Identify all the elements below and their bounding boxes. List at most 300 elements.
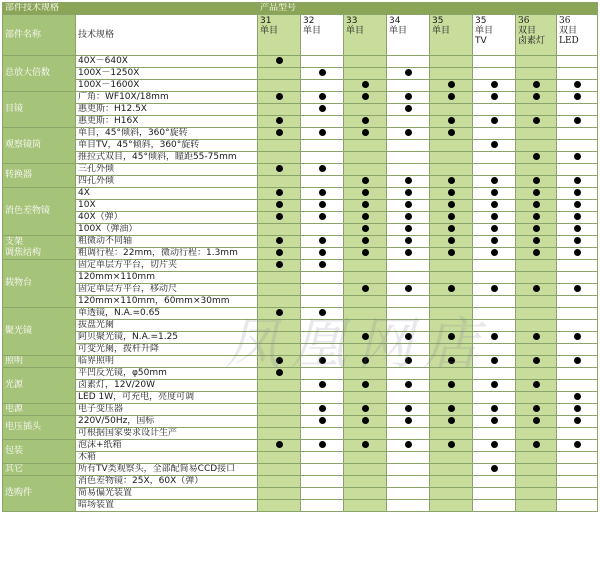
available-dot-icon [276, 369, 283, 376]
model-cell [301, 440, 344, 452]
model-cell [473, 140, 516, 152]
available-dot-icon [533, 357, 540, 364]
available-dot-icon [491, 381, 498, 388]
model-cell [430, 500, 473, 512]
model-cell [430, 464, 473, 476]
available-dot-icon [319, 189, 326, 196]
model-cell [473, 224, 516, 236]
available-dot-icon [319, 261, 326, 268]
model-cell [557, 212, 598, 224]
available-dot-icon [533, 333, 540, 340]
model-cell [387, 260, 430, 272]
model-cell [258, 296, 301, 308]
available-dot-icon [533, 117, 540, 124]
model-header-line: 33 [346, 16, 358, 26]
model-cell [473, 464, 516, 476]
model-cell [516, 68, 557, 80]
models-label: 产品型号 [258, 3, 598, 15]
model-cell [387, 488, 430, 500]
available-dot-icon [491, 177, 498, 184]
model-cell [387, 104, 430, 116]
model-header-line: 35 [432, 16, 444, 26]
table-row [3, 152, 598, 164]
model-cell [516, 140, 557, 152]
model-cell [557, 308, 598, 320]
model-cell [387, 212, 430, 224]
model-cell [344, 320, 387, 332]
model-cell [301, 176, 344, 188]
table-row [3, 248, 598, 260]
model-cell [258, 116, 301, 128]
spec-cell: 拔盘光阑 [76, 320, 258, 332]
model-cell [387, 308, 430, 320]
model-cell [301, 260, 344, 272]
available-dot-icon [533, 249, 540, 256]
model-cell [344, 56, 387, 68]
model-cell [301, 140, 344, 152]
model-cell [387, 92, 430, 104]
model-cell [387, 236, 430, 248]
model-cell [557, 236, 598, 248]
model-cell [301, 476, 344, 488]
model-cell [344, 260, 387, 272]
part-name-label: 部件名称 [3, 15, 76, 56]
model-header-line: 31 [260, 16, 272, 26]
model-cell [557, 104, 598, 116]
model-cell [258, 500, 301, 512]
available-dot-icon [574, 333, 581, 340]
table-body [3, 3, 598, 512]
spec-cell: 电子变压器 [76, 404, 258, 416]
table-row [3, 308, 598, 320]
model-cell [258, 104, 301, 116]
available-dot-icon [574, 201, 581, 208]
available-dot-icon [533, 201, 540, 208]
available-dot-icon [405, 213, 412, 220]
model-cell [430, 272, 473, 284]
available-dot-icon [405, 225, 412, 232]
available-dot-icon [405, 333, 412, 340]
model-header-line: 单目 [303, 26, 322, 36]
model-cell [301, 164, 344, 176]
model-cell [258, 404, 301, 416]
model-cell [301, 92, 344, 104]
spec-cell: 四孔外倾 [76, 176, 258, 188]
model-cell [344, 308, 387, 320]
model-cell [516, 92, 557, 104]
model-cell [387, 224, 430, 236]
model-cell [344, 476, 387, 488]
spec-cell: 暗场装置 [76, 500, 258, 512]
model-cell [516, 56, 557, 68]
model-cell [387, 356, 430, 368]
model-cell [473, 452, 516, 464]
model-cell [258, 368, 301, 380]
spec-cell: 平凹反光镜，φ50mm [76, 368, 258, 380]
available-dot-icon [276, 57, 283, 64]
spec-cell: 可变光阑，拨杆升降 [76, 344, 258, 356]
model-cell [344, 92, 387, 104]
available-dot-icon [362, 81, 369, 88]
available-dot-icon [362, 249, 369, 256]
available-dot-icon [448, 357, 455, 364]
model-cell [516, 488, 557, 500]
table-row [3, 380, 598, 392]
available-dot-icon [405, 93, 412, 100]
available-dot-icon [533, 441, 540, 448]
model-cell [473, 260, 516, 272]
model-cell [301, 308, 344, 320]
table-row [3, 260, 598, 272]
model-cell [473, 404, 516, 416]
available-dot-icon [448, 93, 455, 100]
table-row [3, 56, 598, 68]
model-cell [516, 440, 557, 452]
model-cell [473, 188, 516, 200]
model-cell [557, 428, 598, 440]
model-cell [301, 80, 344, 92]
table-row [3, 332, 598, 344]
model-cell [387, 380, 430, 392]
model-cell [430, 320, 473, 332]
model-cell [516, 428, 557, 440]
spec-cell: 10X [76, 200, 258, 212]
table-row [3, 188, 598, 200]
model-cell [473, 164, 516, 176]
model-cell [516, 476, 557, 488]
model-cell [387, 344, 430, 356]
model-cell [258, 200, 301, 212]
model-cell [430, 308, 473, 320]
available-dot-icon [533, 237, 540, 244]
table-row [3, 416, 598, 428]
available-dot-icon [533, 213, 540, 220]
model-cell [301, 320, 344, 332]
model-cell [301, 428, 344, 440]
model-cell [344, 284, 387, 296]
model-cell [516, 260, 557, 272]
model-cell [473, 368, 516, 380]
model-cell [516, 320, 557, 332]
available-dot-icon [319, 381, 326, 388]
available-dot-icon [362, 201, 369, 208]
available-dot-icon [448, 237, 455, 244]
model-cell [516, 416, 557, 428]
model-header-line: 36 [518, 16, 530, 26]
available-dot-icon [574, 237, 581, 244]
model-cell [430, 284, 473, 296]
model-cell [344, 104, 387, 116]
model-cell [387, 296, 430, 308]
spec-cell: 100X（弹油） [76, 224, 258, 236]
model-cell [516, 248, 557, 260]
model-cell [516, 188, 557, 200]
spec-cell: 阿贝聚光镜，N.A.=1.25 [76, 332, 258, 344]
model-cell [557, 320, 598, 332]
model-cell [344, 416, 387, 428]
model-cell [344, 236, 387, 248]
available-dot-icon [276, 213, 283, 220]
model-cell [473, 272, 516, 284]
available-dot-icon [448, 285, 455, 292]
model-cell [344, 428, 387, 440]
part-group-label: 转换器 [3, 164, 76, 188]
model-cell [258, 128, 301, 140]
available-dot-icon [491, 417, 498, 424]
table-row [3, 452, 598, 464]
model-cell [430, 80, 473, 92]
available-dot-icon [276, 165, 283, 172]
part-group-label: 电源 [3, 404, 76, 416]
available-dot-icon [276, 309, 283, 316]
model-cell [387, 368, 430, 380]
model-cell [430, 212, 473, 224]
model-cell [301, 224, 344, 236]
model-cell [473, 332, 516, 344]
table-row [3, 176, 598, 188]
available-dot-icon [276, 93, 283, 100]
table-row [3, 428, 598, 440]
model-header [516, 15, 557, 56]
table-row [3, 236, 598, 248]
available-dot-icon [448, 333, 455, 340]
table-row [3, 500, 598, 512]
model-cell [557, 332, 598, 344]
spec-cell: 120mm×110mm [76, 272, 258, 284]
model-cell [516, 104, 557, 116]
model-cell [557, 344, 598, 356]
model-cell [387, 416, 430, 428]
model-header-line: 双目 [518, 26, 537, 36]
table-row [3, 344, 598, 356]
model-cell [344, 380, 387, 392]
model-cell [344, 212, 387, 224]
available-dot-icon [362, 189, 369, 196]
spec-cell: 推拉式双目，45°倾斜，瞳距55-75mm [76, 152, 258, 164]
model-cell [387, 128, 430, 140]
model-cell [344, 296, 387, 308]
available-dot-icon [362, 93, 369, 100]
model-cell [557, 284, 598, 296]
model-cell [301, 356, 344, 368]
available-dot-icon [491, 249, 498, 256]
part-group-label: 总放大倍数 [3, 56, 76, 92]
available-dot-icon [362, 405, 369, 412]
model-cell [387, 164, 430, 176]
model-cell [557, 56, 598, 68]
available-dot-icon [362, 177, 369, 184]
model-cell [430, 440, 473, 452]
available-dot-icon [319, 237, 326, 244]
model-cell [301, 212, 344, 224]
model-cell [301, 368, 344, 380]
model-cell [258, 248, 301, 260]
model-cell [516, 404, 557, 416]
spec-cell: 可根据国家要求设计生产 [76, 428, 258, 440]
available-dot-icon [491, 141, 498, 148]
model-cell [258, 416, 301, 428]
available-dot-icon [276, 117, 283, 124]
available-dot-icon [405, 69, 412, 76]
model-cell [430, 140, 473, 152]
model-cell [301, 248, 344, 260]
available-dot-icon [574, 357, 581, 364]
spec-cell: 固定单层方平台，移动尺 [76, 284, 258, 296]
model-cell [473, 476, 516, 488]
spec-cell: 泡沫+纸箱 [76, 440, 258, 452]
model-cell [258, 464, 301, 476]
model-cell [301, 344, 344, 356]
part-group-label: 载物台 [3, 260, 76, 308]
model-cell [430, 224, 473, 236]
available-dot-icon [405, 357, 412, 364]
model-cell [473, 80, 516, 92]
model-header [301, 15, 344, 56]
model-cell [344, 248, 387, 260]
model-header-line: TV [475, 36, 487, 46]
available-dot-icon [574, 249, 581, 256]
available-dot-icon [448, 249, 455, 256]
available-dot-icon [574, 417, 581, 424]
spec-cell: 简易偏光装置 [76, 488, 258, 500]
available-dot-icon [276, 249, 283, 256]
model-cell [258, 356, 301, 368]
available-dot-icon [276, 261, 283, 268]
model-cell [557, 368, 598, 380]
model-cell [430, 452, 473, 464]
model-cell [301, 380, 344, 392]
model-cell [387, 440, 430, 452]
part-group-label: 其它 [3, 464, 76, 476]
spec-cell: 40X（弹） [76, 212, 258, 224]
available-dot-icon [405, 381, 412, 388]
model-cell [516, 164, 557, 176]
part-group-label: 包装 [3, 440, 76, 464]
model-cell [387, 404, 430, 416]
model-cell [430, 128, 473, 140]
spec-cell: 120mm×110mm，60mm×30mm [76, 296, 258, 308]
available-dot-icon [362, 441, 369, 448]
model-cell [516, 308, 557, 320]
available-dot-icon [574, 393, 581, 400]
model-header-line: 34 [389, 16, 401, 26]
table-row [3, 272, 598, 284]
model-cell [516, 176, 557, 188]
model-cell [344, 392, 387, 404]
model-header-line: 35 [475, 16, 487, 26]
available-dot-icon [448, 441, 455, 448]
model-cell [387, 116, 430, 128]
model-cell [430, 104, 473, 116]
model-cell [473, 488, 516, 500]
model-cell [258, 440, 301, 452]
model-cell [387, 152, 430, 164]
model-cell [387, 200, 430, 212]
model-cell [387, 500, 430, 512]
model-cell [557, 140, 598, 152]
model-cell [344, 116, 387, 128]
available-dot-icon [362, 117, 369, 124]
available-dot-icon [319, 309, 326, 316]
model-cell [430, 116, 473, 128]
model-cell [258, 344, 301, 356]
table-row [3, 116, 598, 128]
spec-cell: 惠更斯：H16X [76, 116, 258, 128]
part-group-label: 目镜 [3, 92, 76, 128]
model-cell [387, 284, 430, 296]
model-cell [516, 296, 557, 308]
available-dot-icon [276, 201, 283, 208]
available-dot-icon [533, 81, 540, 88]
model-cell [430, 380, 473, 392]
model-cell [344, 128, 387, 140]
model-cell [344, 488, 387, 500]
model-cell [258, 284, 301, 296]
model-cell [301, 500, 344, 512]
model-cell [430, 296, 473, 308]
table-row [3, 320, 598, 332]
available-dot-icon [448, 81, 455, 88]
model-cell [258, 488, 301, 500]
model-cell [387, 452, 430, 464]
available-dot-icon [319, 201, 326, 208]
available-dot-icon [491, 285, 498, 292]
model-header-line: 单目 [389, 26, 408, 36]
model-cell [344, 452, 387, 464]
available-dot-icon [319, 417, 326, 424]
available-dot-icon [574, 225, 581, 232]
model-cell [473, 296, 516, 308]
model-cell [387, 392, 430, 404]
available-dot-icon [405, 249, 412, 256]
available-dot-icon [533, 93, 540, 100]
table-row [3, 104, 598, 116]
available-dot-icon [574, 213, 581, 220]
available-dot-icon [491, 405, 498, 412]
model-cell [557, 260, 598, 272]
model-cell [387, 476, 430, 488]
model-cell [258, 176, 301, 188]
available-dot-icon [362, 237, 369, 244]
available-dot-icon [533, 417, 540, 424]
model-cell [344, 140, 387, 152]
spec-cell: 40X－640X [76, 56, 258, 68]
available-dot-icon [448, 417, 455, 424]
model-cell [301, 392, 344, 404]
available-dot-icon [574, 81, 581, 88]
available-dot-icon [362, 129, 369, 136]
table-row [3, 464, 598, 476]
model-header-line: LED [559, 36, 579, 46]
model-cell [430, 68, 473, 80]
table-row [3, 404, 598, 416]
model-header [430, 15, 473, 56]
available-dot-icon [319, 129, 326, 136]
available-dot-icon [491, 441, 498, 448]
table-row [3, 392, 598, 404]
model-cell [344, 500, 387, 512]
model-cell [387, 428, 430, 440]
model-cell [344, 272, 387, 284]
model-cell [387, 68, 430, 80]
model-cell [557, 404, 598, 416]
model-cell [557, 200, 598, 212]
model-cell [430, 188, 473, 200]
model-cell [516, 152, 557, 164]
model-cell [516, 236, 557, 248]
spec-cell: 粗微动不同轴 [76, 236, 258, 248]
model-cell [344, 440, 387, 452]
